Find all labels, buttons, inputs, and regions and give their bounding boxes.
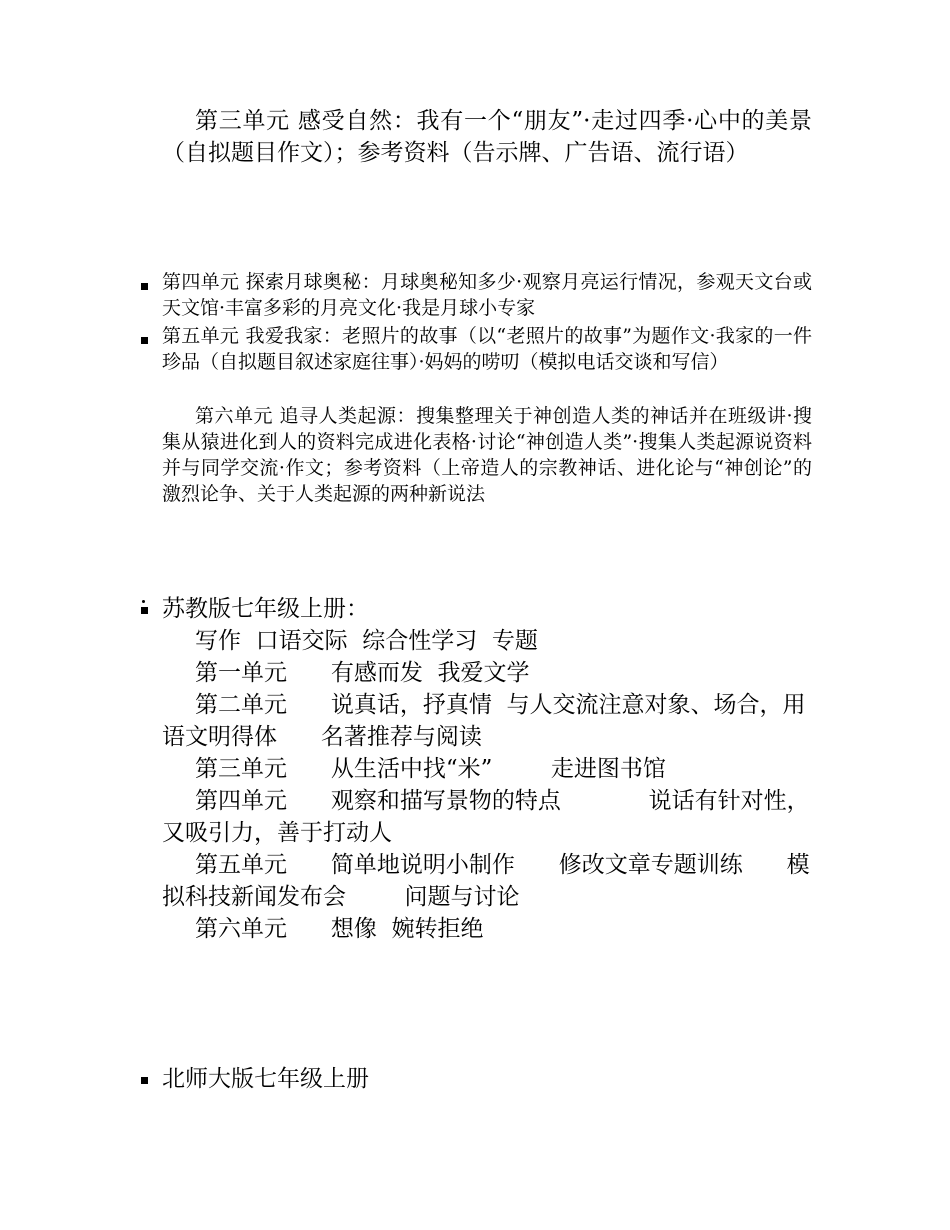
sujiao-unit6: 第六单元 想像 婉转拒绝 xyxy=(195,916,484,942)
bullet-dot xyxy=(142,600,145,603)
bullet-marker xyxy=(141,283,148,290)
unit5-home-paragraph: 第五单元 我爱我家：老照片的故事（以“老照片的故事”为题作文·我家的一件珍品（自拟题目叙述家庭往事）·妈妈的唠叨（模拟电话交谈和写信） xyxy=(162,325,812,373)
bullet-marker xyxy=(141,1077,148,1084)
sujiao-unit2: 第二单元 说真话，抒真情 与人交流注意对象、场合，用语文明得体 名著推荐与阅读 xyxy=(162,692,806,750)
unit6-origin-paragraph: 第六单元 追寻人类起源：搜集整理关于神创造人类的神话并在班级讲·搜集从猿进化到人的资料完成进化表格·讨论“神创造人类”·搜集人类起源说资料并与同学交流·作文；参考资料（上帝造人的宗教神话、进化论与“神创论”的激烈论争、关于人类起源的两种新说法 xyxy=(162,405,812,505)
sujiao-columns: 写作 口语交际 综合性学习 专题 xyxy=(195,628,538,654)
unit4-moon-paragraph: 第四单元 探索月球奥秘：月球奥秘知多少·观察月亮运行情况，参观天文台或天文馆·丰富多彩的月亮文化·我是月球小专家 xyxy=(162,271,812,319)
sujiao-unit4: 第四单元 观察和描写景物的特点 说话有针对性，又吸引力，善于打动人 xyxy=(162,788,810,846)
bullet-marker xyxy=(141,607,148,614)
sujiao-heading: 苏教版七年级上册： xyxy=(162,596,369,622)
sujiao-unit3: 第三单元 从生活中找“米” 走进图书馆 xyxy=(195,756,666,782)
unit3-nature-paragraph: 第三单元 感受自然：我有一个“朋友”·走过四季·心中的美景（自拟题目作文）；参考资料（告示牌、广告语、流行语） xyxy=(162,108,812,166)
bullet-marker xyxy=(141,337,148,344)
sujiao-unit5: 第五单元 简单地说明小制作 修改文章专题训练 模拟科技新闻发布会 问题与讨论 xyxy=(162,852,810,910)
beishida-heading: 北师大版七年级上册 xyxy=(162,1066,369,1092)
sujiao-unit1: 第一单元 有感而发 我爱文学 xyxy=(195,660,530,686)
